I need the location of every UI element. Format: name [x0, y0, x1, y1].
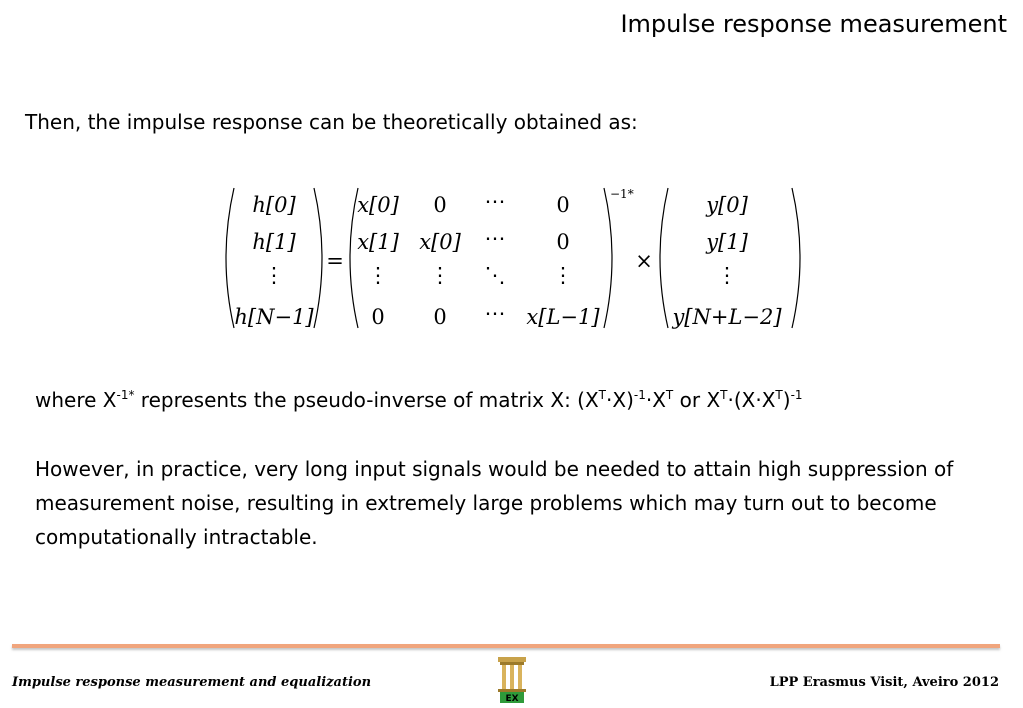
pinv-text: represents the pseudo-inverse of matrix X: (X — [134, 388, 599, 412]
matrix-right-paren — [604, 188, 612, 328]
impulse-response-equation — [200, 178, 820, 338]
y-entry: y[1] — [706, 230, 748, 254]
matrix-cell: ⋮ — [429, 263, 451, 287]
pinv-text: ·X — [645, 388, 666, 412]
matrix-cell: ⋯ — [484, 301, 506, 325]
h-entry: ⋮ — [263, 263, 285, 287]
practice-paragraph: However, in practice, very long input signals would be needed to attain high suppression of measurement noise, resulting in extremely large problems which may turn out to become computationally intractable. — [35, 457, 954, 549]
matrix-cell: x[0] — [357, 193, 399, 217]
matrix-cell: 0 — [433, 305, 447, 329]
footer-divider — [12, 644, 1000, 648]
matrix-cell: ⋮ — [552, 263, 574, 287]
matrix-cell: x[L−1] — [526, 305, 600, 329]
pinv-text: ·(X·X — [727, 388, 776, 412]
times-sign: × — [635, 249, 653, 273]
h-entry: h[N−1] — [234, 305, 314, 329]
h-vector-right-paren — [314, 188, 322, 328]
matrix-cell: ⋯ — [484, 189, 506, 213]
pinv-text: or X — [673, 388, 721, 412]
pinv-superscript: -1* — [116, 388, 135, 402]
matrix-cell: 0 — [433, 193, 447, 217]
equals-sign: = — [326, 249, 344, 273]
pinv-superscript: T — [665, 388, 674, 402]
pinv-superscript: T — [775, 388, 783, 402]
matrix-cell: 0 — [556, 230, 570, 254]
y-entry: y[0] — [706, 193, 748, 217]
matrix-cell: ⋮ — [367, 263, 389, 287]
footer-presentation-title: Impulse response measurement and equalization — [12, 675, 372, 690]
matrix-cell: x[1] — [357, 230, 399, 254]
university-logo-icon — [496, 657, 528, 703]
logo-lettering: EX — [505, 694, 519, 703]
h-vector-left-paren — [226, 188, 234, 328]
y-entry: ⋮ — [716, 263, 738, 287]
pinv-superscript: -1 — [633, 388, 646, 402]
pinv-superscript: -1 — [790, 388, 803, 402]
y-vector-left-paren — [660, 188, 668, 328]
pinv-text: ·X) — [606, 388, 634, 412]
matrix-cell: ⋱ — [484, 263, 506, 287]
pseudo-inverse-definition — [35, 388, 803, 412]
pinv-superscript: T — [720, 388, 728, 402]
h-entry: h[0] — [252, 193, 296, 217]
y-entry: y[N+L−2] — [672, 305, 782, 329]
y-vector-right-paren — [792, 188, 800, 328]
pseudo-inverse-exponent: −1* — [610, 187, 634, 201]
h-entry: h[1] — [252, 230, 296, 254]
pinv-text: where X — [35, 388, 117, 412]
slide-title: Impulse response measurement — [620, 10, 1007, 38]
pinv-superscript: T — [598, 388, 607, 402]
pinv-text: ) — [782, 388, 791, 412]
matrix-cell: 0 — [371, 305, 385, 329]
footer-event: LPP Erasmus Visit, Aveiro 2012 — [769, 675, 999, 690]
matrix-cell: x[0] — [419, 230, 461, 254]
matrix-cell: ⋯ — [484, 226, 506, 250]
intro-text: Then, the impulse response can be theoretically obtained as: — [25, 110, 638, 134]
matrix-cell: 0 — [556, 193, 570, 217]
